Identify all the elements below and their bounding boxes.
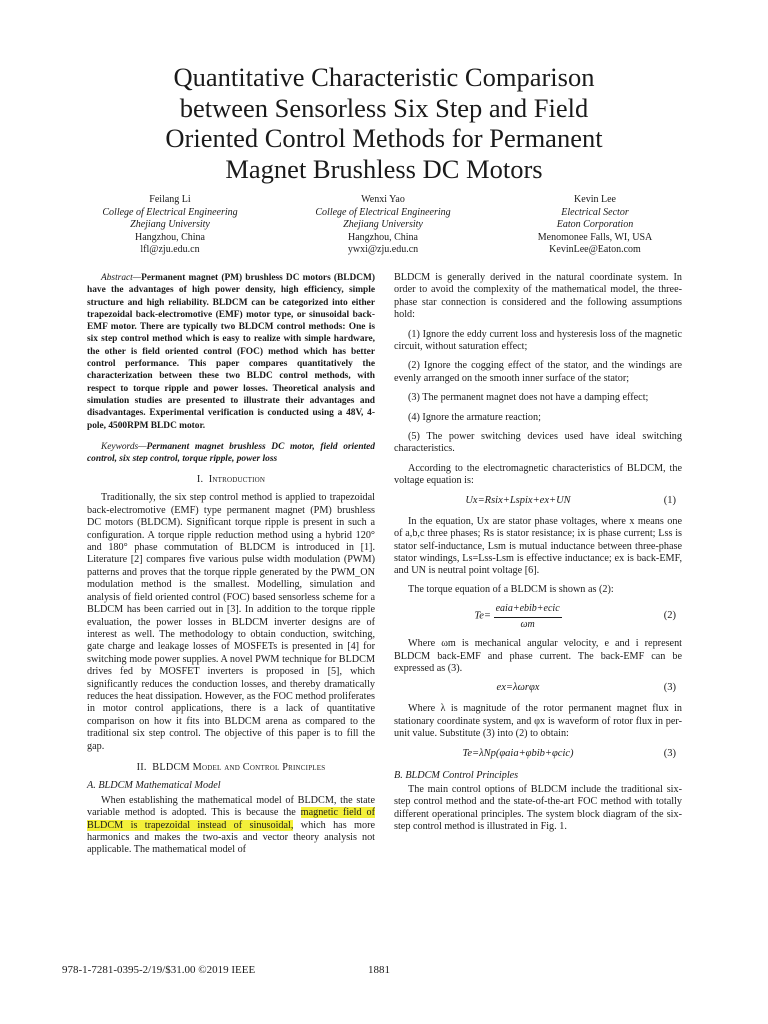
equation-text: ex=λωrφx	[496, 682, 540, 694]
subsection-heading-model: A. BLDCM Mathematical Model	[87, 780, 221, 792]
title-line: between Sensorless Six Step and Field	[179, 92, 589, 123]
abstract	[87, 272, 375, 432]
section-heading-introduction	[87, 474, 375, 486]
author-name: Wenxi Yao	[361, 194, 405, 205]
equation-2	[394, 600, 682, 634]
keywords-lead: Keywords—	[101, 441, 147, 452]
title-line: Quantitative Characteristic Comparison	[173, 62, 595, 92]
author-email[interactable]: lfl@zju.edu.cn	[140, 244, 200, 256]
author-org: Zhejiang University	[343, 219, 423, 231]
model-paragraph	[87, 795, 375, 857]
fraction-denominator: ωm	[520, 618, 535, 630]
author-org: Zhejiang University	[130, 219, 210, 231]
equation-4	[394, 745, 682, 765]
author-location: Hangzhou, China	[135, 231, 205, 243]
control-paragraph: The main control options of BLDCM include the traditional six-step control method and the state-of-the-art FOC method with totally different operational principles. The system block diagram of the six-step control method is illustrated in Fig. 1.	[394, 783, 682, 833]
title-line: Oriented Control Methods for Permanent	[165, 123, 603, 153]
equation-number: (1)	[663, 494, 676, 506]
assumption-item: (3) The permanent magnet does not have a damping effect;	[408, 392, 649, 404]
abstract-lead: Abstract—	[101, 273, 142, 283]
equation-number: (3)	[663, 747, 676, 759]
torque-explanation-paragraph: Where ωm is mechanical angular velocity, e and i represent BLDCM back-EMF and phase current. The back-EMF can be expressed as (3).	[394, 638, 682, 674]
equation-number: (3)	[663, 682, 676, 694]
keywords-text: Permanent magnet brushless DC motor, field oriented control, six step control, torque ripple, power loss	[87, 441, 375, 464]
assumption-item: (4) Ignore the armature reaction;	[408, 411, 541, 423]
author-email[interactable]: KevinLee@Eaton.com	[549, 244, 641, 256]
equation-text: Ux=Rsix+Lspix+ex+UN	[465, 494, 571, 506]
left-column	[87, 272, 375, 857]
paper-title	[60, 62, 708, 184]
author-name: Kevin Lee	[574, 194, 616, 205]
assumption-item: (5) The power switching devices used have ideal switching characteristics.	[394, 431, 682, 455]
highlighted-text: magnetic field of BLDCM is trapezoidal instead of sinusoidal,	[87, 807, 375, 831]
assumption-item: (1) Ignore the eddy current loss and hysteresis loss of the magnetic circuit, without saturation effect;	[394, 328, 682, 353]
author-email[interactable]: ywxi@zju.edu.cn	[347, 244, 419, 256]
author-affiliation: College of Electrical Engineering	[315, 206, 451, 218]
flux-explanation-paragraph: Where λ is magnitude of the rotor permanent magnet flux in stationary coordinate system, and φx is waveform of rotor flux in per-unit value. Substitute (3) into (2) to obtain:	[394, 703, 682, 740]
equation-lhs: Te=	[474, 610, 491, 622]
author-location: Hangzhou, China	[348, 231, 418, 243]
section-title: BLDCM Model and Control Principles	[152, 761, 326, 773]
section-number: I.	[196, 474, 204, 486]
equation-text: Te=λNp(φaia+φbib+φcic)	[462, 747, 574, 759]
author-affiliation: Electrical Sector	[561, 206, 629, 218]
torque-intro-paragraph: The torque equation of a BLDCM is shown as (2):	[408, 583, 614, 595]
equation-fraction	[494, 603, 562, 631]
title-line: Magnet Brushless DC Motors	[225, 153, 543, 184]
voltage-explanation-paragraph: In the equation, Ux are stator phase voltages, where x means one of a,b,c three phases; Rs is stator resistance; ix is phase current; Lss is stator self-inductance, Lsm is mutual inductance between three-phase stator windings, Ls=Lss-Lsm is effective inductance; ex is back-EMF, and UN is neutral point voltage [6].	[394, 515, 682, 577]
model-continuation-paragraph: BLDCM is generally derived in the natural coordinate system. In order to avoid the complexity of the mathematical model, the three-phase star connection is considered and the following assumptions hold:	[394, 272, 682, 321]
author-name: Feilang Li	[149, 194, 191, 205]
section-title: Introduction	[208, 474, 266, 486]
model-text-after: which has more harmonics and makes the two-axis and vector theory analysis not applicable. The mathematical model of	[87, 819, 375, 856]
section-heading-model	[87, 762, 375, 774]
fraction-numerator: eaia+ebib+ecic	[494, 603, 562, 617]
page-number: 1881	[368, 964, 390, 976]
equation-number: (2)	[663, 610, 676, 622]
equation-3	[394, 679, 682, 699]
intro-paragraph: Traditionally, the six step control method is applied to trapezoidal back-electromotive (EMF) type permanent magnet (PM) brushless DC motors (BLDCM). Significant torque ripple is present in such a configuration. A torque ripple reduction method using a hybrid 120° and 180° phase commutation of BLDCM is introduced in [1]. Literature [2] compares five various pulse width modulation (PWM) patterns and proves that the torque ripple generated by the PWM_ON modulation method is the smallest. Modelling, simulation and analysis of field oriented control (FOC) based sensorless scheme for a BLDCM has been carried out in [3]. In addition to the torque ripple evaluation, the power losses in BLDCM inverter designs are of interest as well. The methodology to obtain conduction, switching, gate charge and leakage losses of MOSFETs is presented in [4] for switching mode power supplies. A novel PWM technique for BLDCM drives fed by MOSFET inverters is proposed in [5], which significantly reduces the conduction losses, and thereby dramatically reduces the heat dissipation. However, as the FOC method proliferates in motor control applications, there is a lack of quantitative comparison on how it fits into BLDCM arena as compared to the traditional six step control. The objective of this paper is to fill the gap.	[87, 492, 375, 752]
abstract-text: Permanent magnet (PM) brushless DC motors (BLDCM) have the advantages of high power density, high efficiency, simple structure and high reliability. BLDCM can be categorized into either trapezoidal back-electromotive (EMF) motor type, or sinusoidal back-EMF motor. There are typically two BLDCM control methods: One is six step control method which is easy to realize with simple hardware, the other is field oriented control (FOC) method which has better control performance. This paper compares quantitatively the characterization between these two BLDC control methods, with respect to torque ripple and power losses. Theoretical analysis and simulation studies are presented to illustrate their advantages and disadvantages. Experimental verification is conducted using a 48V, 4-pole, 4500RPM BLDC motor.	[87, 273, 375, 431]
author-block-1	[65, 194, 275, 257]
assumption-item: (2) Ignore the cogging effect of the stator, and the windings are evenly arranged on the smooth inner surface of the stator;	[394, 360, 682, 384]
author-block-3	[480, 194, 710, 257]
author-affiliation: College of Electrical Engineering	[102, 206, 238, 218]
keywords	[87, 441, 375, 465]
subsection-heading-control: B. BLDCM Control Principles	[394, 769, 519, 781]
voltage-intro-paragraph: According to the electromagnetic characteristics of BLDCM, the voltage equation is:	[394, 462, 682, 487]
section-number: II.	[136, 761, 147, 773]
author-block-2	[278, 194, 488, 257]
equation-text	[394, 603, 642, 631]
author-location: Menomonee Falls, WI, USA	[537, 231, 653, 243]
equation-1	[394, 492, 682, 512]
footer-isbn: 978-1-7281-0395-2/19/$31.00 ©2019 IEEE	[62, 964, 256, 976]
model-text-before: When establishing the mathematical model of BLDCM, the state variable method is adopted. This is because the	[87, 794, 375, 819]
right-column	[394, 272, 682, 834]
author-org: Eaton Corporation	[556, 219, 634, 231]
